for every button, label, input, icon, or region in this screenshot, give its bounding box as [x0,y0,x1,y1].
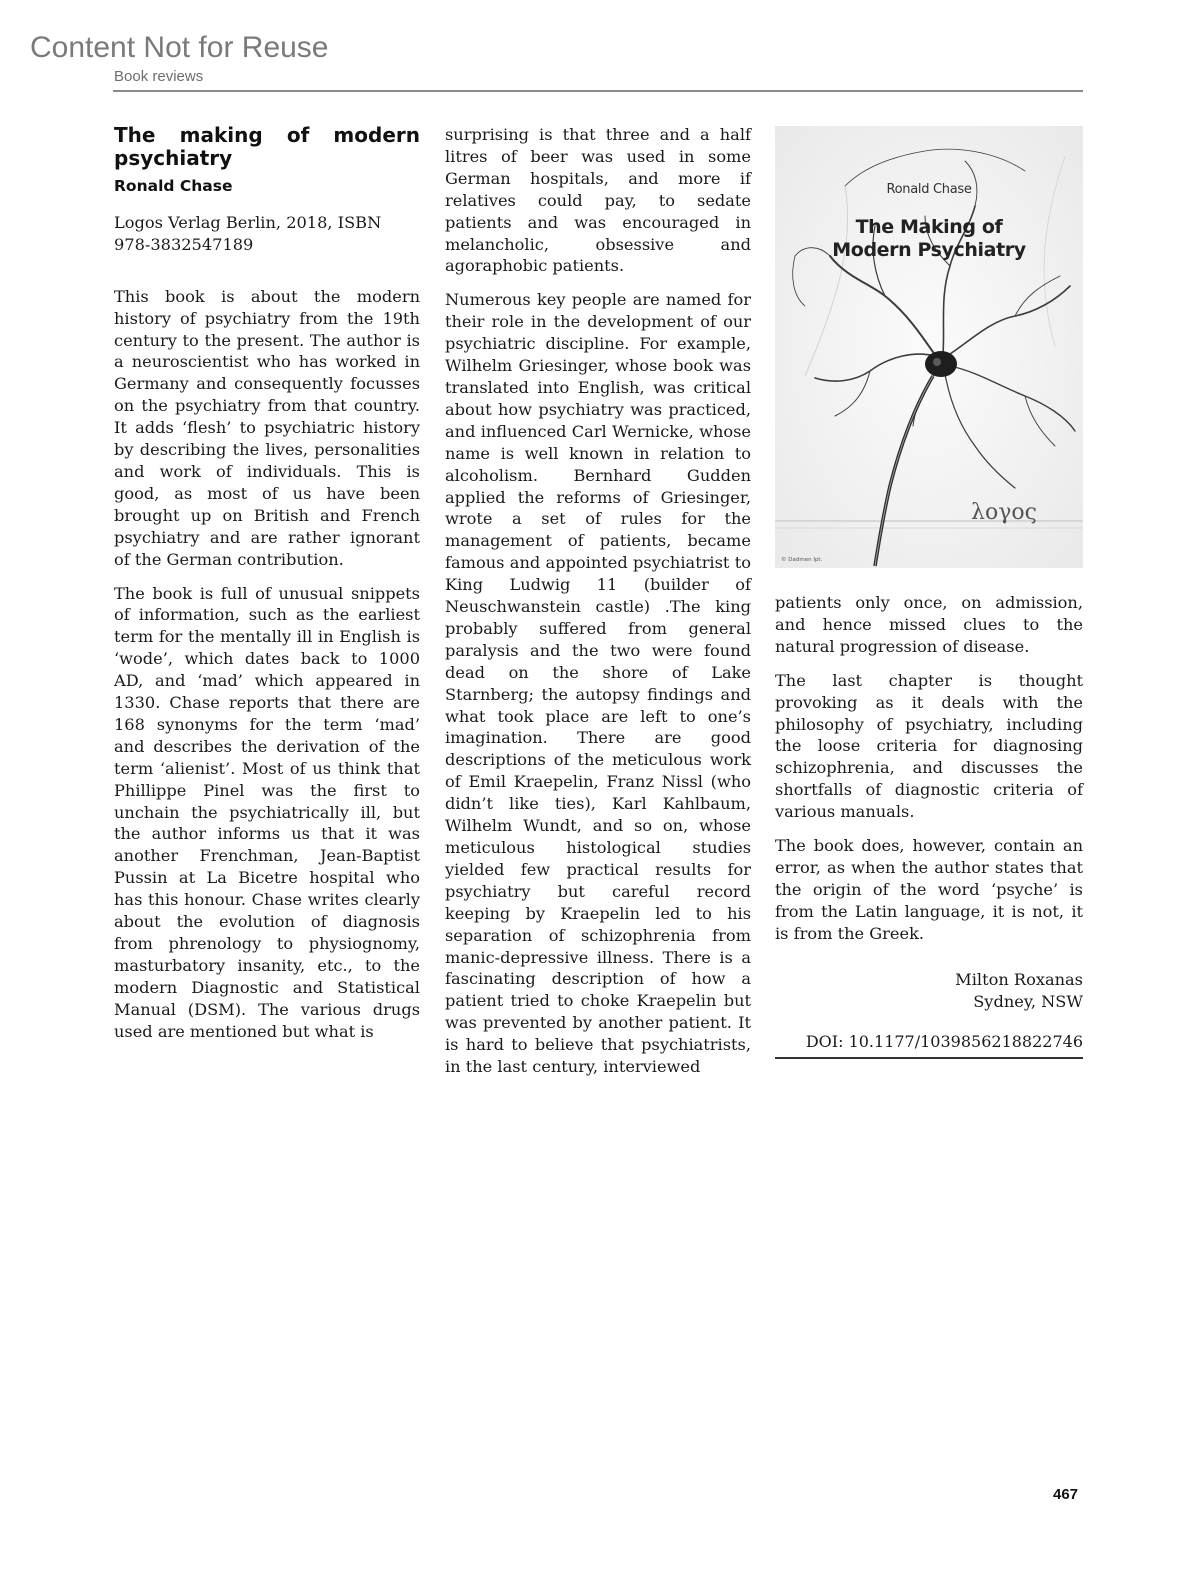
book-cover [775,126,1083,568]
cover-author: Ronald Chase [886,182,972,197]
page-number: 467 [1053,1486,1079,1503]
body-paragraph: patients only once, on admission, and hence missed clues to the natural progression of disease. [775,593,1083,656]
body-paragraph: The book does, however, contain an error, as when the author states that the origin of the word ‘psyche’ is from the Latin language, it is not, it is from the Greek. [775,836,1083,943]
cover-title-line: Modern Psychiatry [832,239,1026,261]
column-1 [114,124,420,1043]
body-paragraph: surprising is that three and a half litres of beer was used in some German hospitals, and more if relatives could pay, to sedate patients and was encouraged in melancholic, obsessive and agoraphobic patients. [445,125,751,276]
section-label: Book reviews [114,68,204,85]
body-paragraph: Numerous key people are named for their role in the development of our psychiatric discipline. For example, Wilhelm Griesinger, whose book was translated into English, was critical about how psychiatry was practiced, and influenced Carl Wernicke, whose name is well known in relation to alcoholism. Bernhard Gudden applied the reforms of Griesinger, wrote a set of rules for the management of patients, became famous and appointed psychiatrist to King Ludwig 11 (builder of Neuschwanstein castle) .The king probably suffered from general paralysis and the two were found dead on the shore of Lake Starnberg; the autopsy findings and what took place are left to one’s imagination. There are good descriptions of the meticulous work of Emil Kraepelin, Franz Nissl (who didn’t like ties), Karl Kahlbaum, Wilhelm Wundt, and so on, whose meticulous histological studies yielded few practical results for psychiatry but careful record keeping by Kraepelin led to his separation of schizophrenia from manic-depressive illness. There is a fascinating description of how a patient tried to choke Kraepelin but was prevented by another patient. It is hard to believe that psychiatrists, in the last century, interviewed [445,290,751,1077]
article-author: Ronald Chase [114,177,233,195]
column-3 [775,592,1083,1059]
body-paragraph: This book is about the modern history of psychiatry from the 19th century to the present. The author is a neuroscientist who has worked in Germany and consequently focusses on the psychiatry from that country. It adds ‘flesh’ to psychiatric history by describing the lives, personalities and work of individuals. This is good, as most of us have been brought up on British and French psychiatry and are rather ignorant of the German contribution. [114,286,420,569]
column-2 [445,124,751,1078]
body-paragraph: The book is full of unusual snippets of information, such as the earliest term for the mentally ill in English is ‘wode’, which dates back to 1000 AD, and ‘mad’ which appeared in 1330. Chase reports that there are 168 synonyms for the term ‘mad’ and describes the derivation of the term ‘alienist’. Most of us think that Phillippe Pinel was the first to unchain the psychiatrically ill, but the author informs us that it was another Frenchman, Jean-Baptist Pussin at La Bicetre hospital who has this honour. Chase writes clearly about the evolution of diagnosis from phrenology to physiognomy, masturbatory insanity, etc., to the modern Diagnostic and Statistical Manual (DSM). The various drugs used are mentioned but what is [114,583,420,1041]
doi: DOI: 10.1177/1039856218822746 [775,1031,1083,1059]
body-paragraph: The last chapter is thought provoking as it deals with the philosophy of psychiatry, including the loose criteria for diagnosing schizophrenia, and discusses the shortfalls of diagnostic criteria of various manuals. [775,670,1083,822]
header-rule [113,90,1083,92]
watermark: Content Not for Reuse [30,31,329,64]
publisher-logo: λογος [971,500,1037,525]
reviewer-location: Sydney, NSW [973,991,1083,1011]
cover-credit: © Dadmen Ipt. [781,557,823,563]
cover-title-line: The Making of [855,216,1003,238]
reviewer-signoff [775,969,1083,1013]
cover-title [775,216,1083,262]
publication-details: Logos Verlag Berlin, 2018, ISBN 978-3832547189 [114,212,382,254]
reviewer-name: Milton Roxanas [955,969,1083,989]
article-title: The making of modern psychiatry [114,123,420,170]
